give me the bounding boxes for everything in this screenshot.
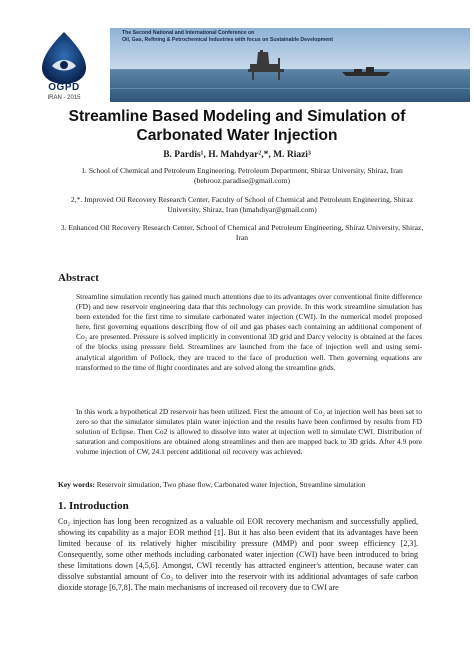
keywords-label: Key words: (58, 480, 95, 489)
conference-line-1: The Second National and International Conference on (122, 30, 255, 36)
affiliation-1: 1. School of Chemical and Petroleum Engineering, Petroleum Department, Shiraz University, Shiraz, Iran (behrooz.paradise@gmail.com) (81, 166, 403, 185)
introduction-paragraph: Co₂ injection has long been recognized as a valuable oil EOR recovery mechanism and successfully applied, showing its capability as a major EOR method [1]. But it has also been evident that its advantages have been limited because of its relatively higher miscibility pressure (MMP) and poor sweep efficiency [2,3]. Consequently, some other methods including carbonated water injection (CWI) have been introduced to bring these limitations down [4,5,6]. Amongst, CWI recently has attracted engineer's attention, because water can dissolve substantial amount of Co₂ to deliver into the reservoir with its additional advantages of safe carbon dioxide storage [6,7,8]. The main mechanisms of increased oil recovery due to CWI are (58, 517, 418, 592)
affiliation-2: 2,*. Improved Oil Recovery Research Center, Faculty of School of Chemical and Petroleum Engineering, Shiraz University, Shiraz, Iran (hmahdiyar@gmail.com) (70, 195, 414, 214)
conference-banner (0, 0, 474, 104)
conference-caption (122, 30, 462, 44)
title-line-2: Carbonated Water Injection (136, 127, 338, 144)
affiliation-3: 3. Enhanced Oil Recovery Research Center, School of Chemical and Petroleum Engineering, Shiraz University, Shiraz, Iran (60, 223, 424, 242)
abstract-paragraph-1: Streamline simulation recently has gained much attentions due to its advantages over conventional finite difference (FD) and new reservoir engineering data that this technology can provide. In this work streamline simulation has been extended for the first time to simulate carbonated water injection (CWI). In the numerical model proposed here, first governing equations describing flow of oil and gas phases each containing an additional component of Co₂ are presented. Pressure is solved implicitly in conventional 3D grid and Darcy velocity is obtained at the faces of the blocks using pressure field. Streamlines are launched from the face of injection well and using semi-analytical algorithm of Pollock, they are traced to the face of production well. Then governing equations are transformed to the time of flight coordinates and are solved along the streamline grids. (76, 292, 422, 372)
logo-name: OGPD (48, 82, 80, 93)
introduction-heading: 1. Introduction (58, 500, 129, 512)
logo-year: IRAN - 2015 (47, 95, 81, 101)
abstract-paragraph-2: In this work a hypothetical 2D reservoir has been utilized. First the amount of Co₂ at injection well has been set to zero so that the simulator simulates plain water injection and the results have been confirmed by results from FD solution of Eclipse. Then Co2 is allowed to dissolve into water at injection well to simulate CWI. Distribution of saturation and compositions are obtained along streamlines and then are mapped back to 3D grids. After 4.9 pore volume injection of CW, 24.1 percent additional oil recovery was achieved. (76, 407, 422, 457)
abstract-heading: Abstract (58, 272, 99, 284)
paper-title (30, 107, 444, 145)
keywords-text: Reservoir simulation, Two phase flow, Carbonated water Injection, Streamline simulation (94, 480, 366, 489)
title-line-1: Streamline Based Modeling and Simulation of (68, 108, 406, 125)
keywords-line (58, 480, 438, 490)
author-list: B. Pardis¹, H. Mahdyar²,*, M. Riazi³ (163, 150, 311, 160)
conference-line-2: Oil, Gas, Refining & Petrochemical Industries with focus on Sustainable Development (122, 37, 334, 43)
